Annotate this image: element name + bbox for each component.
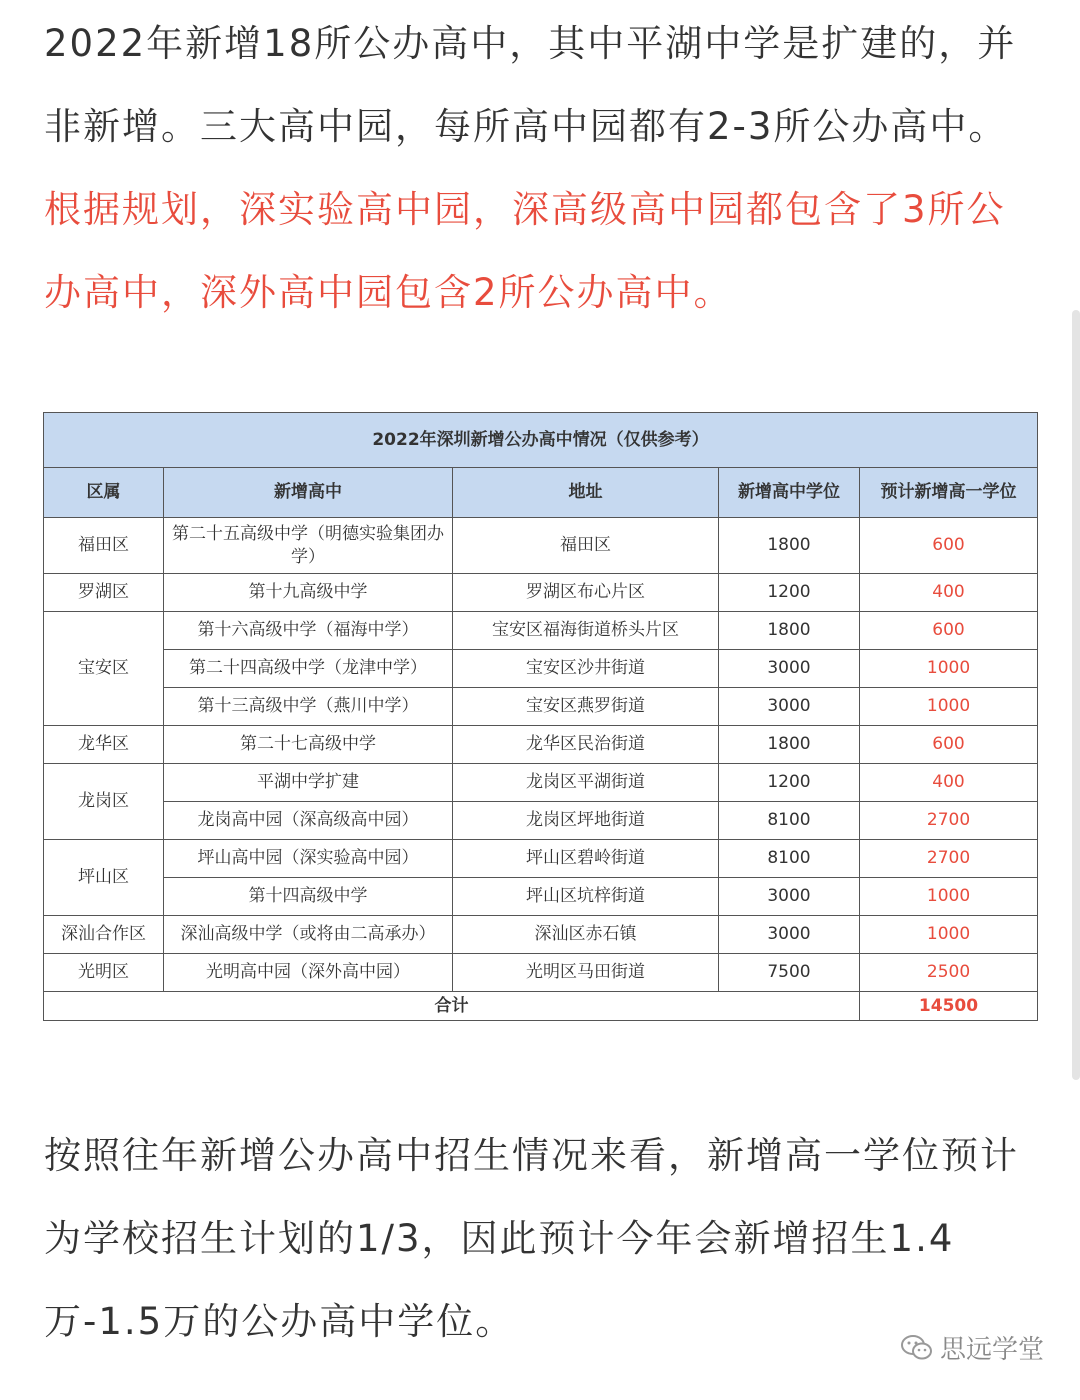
address-cell: 坪山区坑梓街道 xyxy=(453,878,719,916)
address-cell: 深汕区赤石镇 xyxy=(453,916,719,954)
school-cell: 深汕高级中学（或将由二高承办） xyxy=(164,916,453,954)
address-cell: 光明区马田街道 xyxy=(453,954,719,992)
address-cell: 福田区 xyxy=(453,518,719,574)
col-header-district: 区属 xyxy=(44,468,164,518)
grade1-cell: 600 xyxy=(860,726,1038,764)
grade1-cell: 1000 xyxy=(860,916,1038,954)
seats-cell: 1200 xyxy=(719,764,860,802)
address-cell: 坪山区碧岭街道 xyxy=(453,840,719,878)
school-cell: 第二十四高级中学（龙津中学） xyxy=(164,650,453,688)
intro-normal-text: 2022年新增18所公办高中，其中平湖中学是扩建的，并非新增。三大高中园，每所高中园都有2-3所公办高中。 xyxy=(44,22,1017,148)
seats-cell: 1800 xyxy=(719,518,860,574)
grade1-cell: 600 xyxy=(860,518,1038,574)
grade1-cell: 600 xyxy=(860,612,1038,650)
district-cell: 光明区 xyxy=(44,954,164,992)
seats-cell: 1200 xyxy=(719,574,860,612)
seats-cell: 1800 xyxy=(719,612,860,650)
table-row xyxy=(44,802,1038,840)
total-row xyxy=(44,992,1038,1021)
district-cell: 罗湖区 xyxy=(44,574,164,612)
address-cell: 宝安区沙井街道 xyxy=(453,650,719,688)
table-title: 2022年深圳新增公办高中情况（仅供参考） xyxy=(44,413,1038,468)
grade1-cell: 2700 xyxy=(860,840,1038,878)
table-row xyxy=(44,688,1038,726)
seats-cell: 3000 xyxy=(719,650,860,688)
seats-cell: 3000 xyxy=(719,878,860,916)
district-cell: 深汕合作区 xyxy=(44,916,164,954)
table-row xyxy=(44,650,1038,688)
district-cell: 龙岗区 xyxy=(44,764,164,840)
table-row xyxy=(44,518,1038,574)
table-row xyxy=(44,574,1038,612)
table-row xyxy=(44,954,1038,992)
col-header-seats: 新增高中学位 xyxy=(719,468,860,518)
school-cell: 光明高中园（深外高中园） xyxy=(164,954,453,992)
grade1-cell: 1000 xyxy=(860,878,1038,916)
seats-cell: 3000 xyxy=(719,916,860,954)
grade1-cell: 1000 xyxy=(860,650,1038,688)
address-cell: 宝安区燕罗街道 xyxy=(453,688,719,726)
schools-table xyxy=(43,412,1038,1021)
address-cell: 龙华区民治街道 xyxy=(453,726,719,764)
school-cell: 坪山高中园（深实验高中园） xyxy=(164,840,453,878)
school-cell: 第十六高级中学（福海中学） xyxy=(164,612,453,650)
address-cell: 宝安区福海街道桥头片区 xyxy=(453,612,719,650)
seats-cell: 8100 xyxy=(719,802,860,840)
wechat-icon xyxy=(900,1334,934,1362)
col-header-address: 地址 xyxy=(453,468,719,518)
table-row xyxy=(44,916,1038,954)
school-cell: 第十四高级中学 xyxy=(164,878,453,916)
address-cell: 龙岗区坪地街道 xyxy=(453,802,719,840)
grade1-cell: 400 xyxy=(860,574,1038,612)
watermark-label: 思远学堂 xyxy=(939,1335,1044,1365)
grade1-cell: 2500 xyxy=(860,954,1038,992)
school-cell: 第十九高级中学 xyxy=(164,574,453,612)
table-row xyxy=(44,612,1038,650)
total-value: 14500 xyxy=(860,992,1038,1021)
table-row xyxy=(44,764,1038,802)
schools-table-image xyxy=(43,412,1037,1021)
scrollbar[interactable] xyxy=(1072,310,1080,1080)
intro-paragraph xyxy=(44,2,1044,334)
school-cell: 第十三高级中学（燕川中学） xyxy=(164,688,453,726)
grade1-cell: 1000 xyxy=(860,688,1038,726)
seats-cell: 3000 xyxy=(719,688,860,726)
seats-cell: 1800 xyxy=(719,726,860,764)
address-cell: 龙岗区平湖街道 xyxy=(453,764,719,802)
table-row xyxy=(44,840,1038,878)
district-cell: 坪山区 xyxy=(44,840,164,916)
intro-red-text: 根据规划，深实验高中园，深高级高中园都包含了3所公办高中，深外高中园包含2所公办高中。 xyxy=(44,188,1006,314)
watermark xyxy=(900,1329,1044,1366)
school-cell: 龙岗高中园（深高级高中园） xyxy=(164,802,453,840)
total-label: 合计 xyxy=(44,992,860,1021)
col-header-grade1: 预计新增高一学位 xyxy=(860,468,1038,518)
school-cell: 第二十五高级中学（明德实验集团办学） xyxy=(164,518,453,574)
grade1-cell: 400 xyxy=(860,764,1038,802)
grade1-cell: 2700 xyxy=(860,802,1038,840)
table-row xyxy=(44,878,1038,916)
seats-cell: 7500 xyxy=(719,954,860,992)
col-header-school: 新增高中 xyxy=(164,468,453,518)
district-cell: 福田区 xyxy=(44,518,164,574)
district-cell: 龙华区 xyxy=(44,726,164,764)
table-row xyxy=(44,726,1038,764)
district-cell: 宝安区 xyxy=(44,612,164,726)
school-cell: 第二十七高级中学 xyxy=(164,726,453,764)
address-cell: 罗湖区布心片区 xyxy=(453,574,719,612)
outro-paragraph: 按照往年新增公办高中招生情况来看，新增高一学位预计为学校招生计划的1/3，因此预计今年会新增招生1.4万-1.5万的公办高中学位。 xyxy=(44,1134,1019,1343)
seats-cell: 8100 xyxy=(719,840,860,878)
school-cell: 平湖中学扩建 xyxy=(164,764,453,802)
